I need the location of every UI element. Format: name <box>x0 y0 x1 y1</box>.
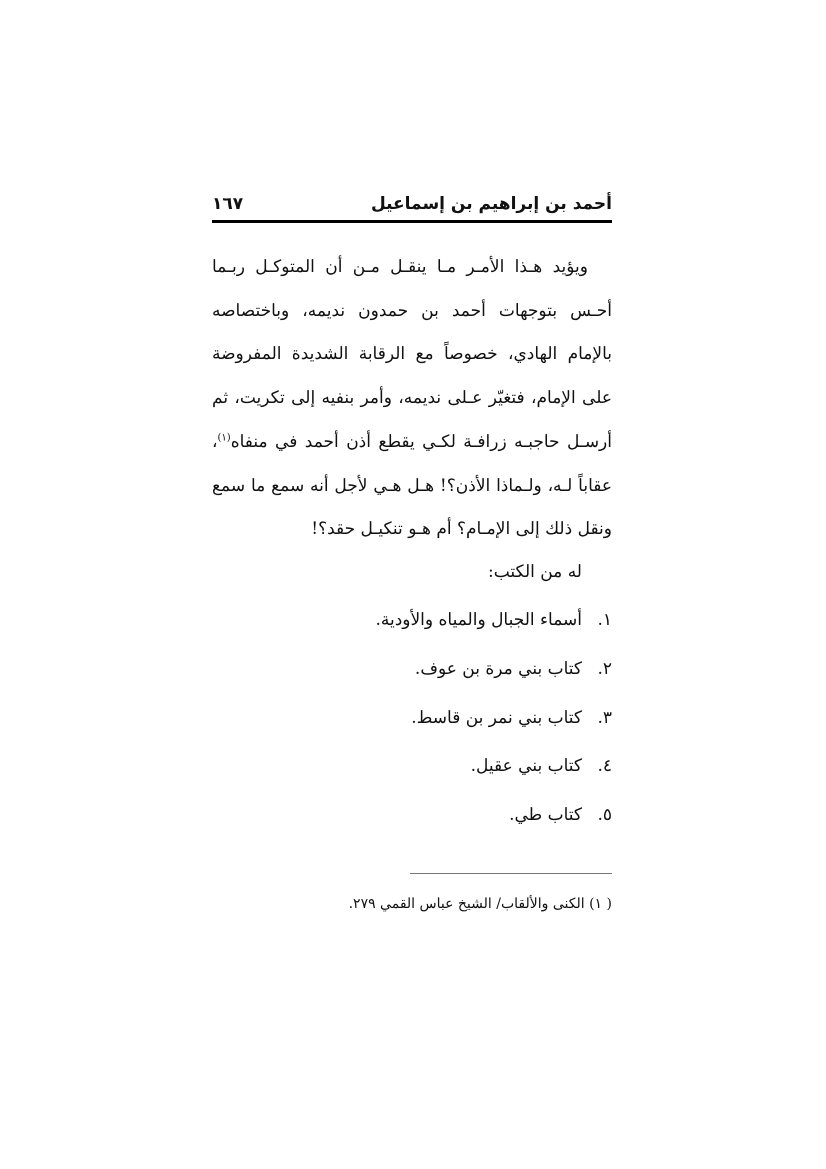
list-item <box>212 698 612 747</box>
list-item-number: ٥. <box>597 805 612 826</box>
list-item-title: كتاب بني مرة بن عوف. <box>414 658 582 679</box>
header-title: أحمد بن إبراهيم بن إسماعيل <box>370 194 612 214</box>
running-header <box>212 190 612 220</box>
book-list <box>212 600 612 844</box>
list-item <box>212 649 612 698</box>
list-item <box>212 600 612 649</box>
list-item-number: ٢. <box>597 658 612 679</box>
list-item <box>212 746 612 795</box>
footnote-separator <box>410 873 612 874</box>
list-item <box>212 795 612 844</box>
list-item-title: أسماء الجبال والمياه والأودية. <box>375 610 582 630</box>
list-item-title: كتاب بني عقيل. <box>470 756 582 777</box>
paragraph-text: ويؤيد هـذا الأمـر مـا ينقـل مـن أن المتوكـل ربـما أحـس بتوجهات أحمد بن حمدون نديمه، وباختصاصه بالإمام الهادي، خصوصاً مع الرقابة الشديدة المفروضة على الإمام، فتغيّر عـلى نديمه، وأمر بنفيه إلى تكريت، ثم أرسـل حاجبـه زرافـة لكـي يقطع أذن أحمد في منفاه <box>212 257 612 452</box>
header-rule <box>212 220 612 223</box>
page-number: ١٦٧ <box>212 194 244 214</box>
books-heading: له من الكتب: <box>488 562 582 582</box>
paragraph-text-continued: ، عقاباً لـه، ولـماذا الأذن؟! هـل هـي لأجل أنه سمع ما سمع ونقل ذلك إلى الإمـام؟ أم هـو تنكيـل حقد؟! <box>212 431 612 540</box>
list-item-number: ١. <box>597 610 612 630</box>
footnote: ( ١) الكنى والألقاب/ الشيخ عباس القمي ٢٧٩. <box>348 896 612 912</box>
list-item-title: كتاب بني نمر بن قاسط. <box>411 707 582 728</box>
list-item-number: ٣. <box>597 707 612 728</box>
list-item-title: كتاب طي. <box>509 805 582 826</box>
list-item-number: ٤. <box>597 756 612 777</box>
main-paragraph <box>212 246 612 552</box>
footnote-reference[interactable]: (١) <box>217 432 231 444</box>
